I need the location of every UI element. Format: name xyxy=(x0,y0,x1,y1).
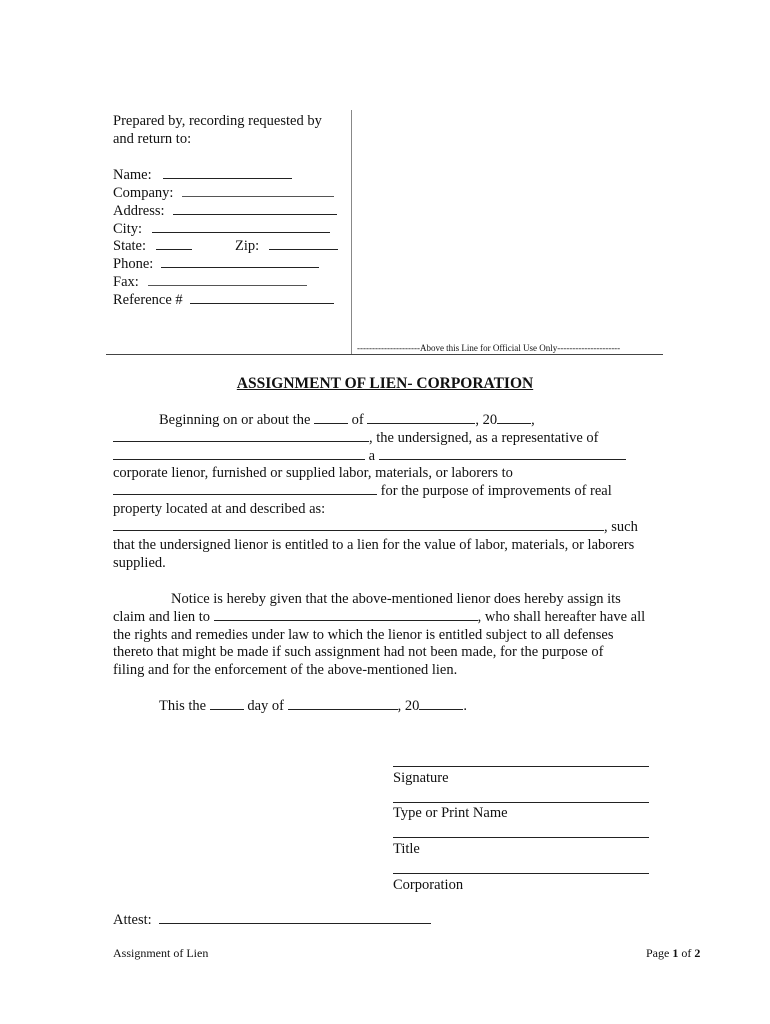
phone-label: Phone: xyxy=(113,256,154,272)
phone-field[interactable] xyxy=(113,256,319,273)
p2-line5: filing and for the enforcement of the above-mentioned lien. xyxy=(113,662,458,678)
fax-line xyxy=(148,284,307,286)
p2-line2 xyxy=(113,609,645,626)
day-blank[interactable] xyxy=(314,422,348,424)
page-of: of xyxy=(678,946,695,960)
print-name-line[interactable] xyxy=(393,802,649,803)
p2-who-text: , who shall hereafter have all xyxy=(477,609,646,625)
execution-date-line xyxy=(159,698,467,715)
execution-day-blank[interactable] xyxy=(210,708,244,710)
p1-year-prefix: , 20 xyxy=(475,412,498,428)
zip-field[interactable] xyxy=(235,238,338,255)
corporation-line[interactable] xyxy=(393,873,649,874)
company-field[interactable] xyxy=(113,185,334,202)
attest-field[interactable] xyxy=(113,912,431,929)
city-line xyxy=(152,231,330,233)
execution-month-blank[interactable] xyxy=(288,708,398,710)
reference-line xyxy=(190,302,334,304)
year-blank[interactable] xyxy=(497,422,531,424)
p1-line1 xyxy=(159,412,535,429)
zip-label: Zip: xyxy=(235,238,260,254)
assignee-blank[interactable] xyxy=(214,619,478,621)
p1-line2 xyxy=(113,430,599,447)
signature-label: Signature xyxy=(393,770,449,786)
p1-of-text: of xyxy=(351,412,364,428)
p1-undersigned-text: , the undersigned, as a representative of xyxy=(369,430,599,446)
execution-year-blank[interactable] xyxy=(419,708,463,710)
return-to-label: and return to: xyxy=(113,131,192,147)
title-line[interactable] xyxy=(393,837,649,838)
city-field[interactable] xyxy=(113,221,330,238)
print-name-label: Type or Print Name xyxy=(393,805,508,821)
header-divider-horizontal xyxy=(106,354,663,355)
address-line xyxy=(173,213,337,215)
fax-label: Fax: xyxy=(113,274,139,290)
p1-line4: corporate lienor, furnished or supplied labor, materials, or laborers to xyxy=(113,465,513,481)
p1-such-text: , such xyxy=(604,519,638,535)
date-this-text: This the xyxy=(159,698,207,714)
p2-line4: thereto that might be made if such assignment had not been made, for the purpose of xyxy=(113,644,604,660)
reference-label: Reference # xyxy=(113,292,183,308)
page-total: 2 xyxy=(694,946,701,960)
city-label: City: xyxy=(113,221,143,237)
date-period: . xyxy=(463,698,468,714)
p1-line8: that the undersigned lienor is entitled to a lien for the value of labor, materials, or laborers xyxy=(113,537,635,553)
p1-line6: property located at and described as: xyxy=(113,501,326,517)
p1-line3 xyxy=(113,448,626,465)
p1-a-text: a xyxy=(368,448,376,464)
page-current: 1 xyxy=(672,946,679,960)
reference-field[interactable] xyxy=(113,292,334,309)
p2-line3: the rights and remedies under law to which the lienor is entitled subject to all defenses xyxy=(113,627,614,643)
address-field[interactable] xyxy=(113,203,337,220)
attest-label: Attest: xyxy=(113,912,152,928)
official-use-note: ---------------------Above this Line for Official Use Only--------------------- xyxy=(357,343,621,353)
document-title: ASSIGNMENT OF LIEN- CORPORATION xyxy=(236,375,534,392)
p1-line5 xyxy=(113,483,612,500)
state-field[interactable] xyxy=(113,238,192,255)
p1-comma: , xyxy=(531,412,535,428)
header-divider-vertical xyxy=(351,110,352,355)
owner-blank[interactable] xyxy=(113,493,377,495)
name-label: Name: xyxy=(113,167,152,183)
company-line xyxy=(182,195,334,197)
p1-line9: supplied. xyxy=(113,555,166,571)
prepared-by-label: Prepared by, recording requested by xyxy=(113,113,322,129)
month-blank[interactable] xyxy=(367,422,475,424)
page-number xyxy=(646,946,700,961)
p2-line1: Notice is hereby given that the above-mentioned lienor does hereby assign its xyxy=(171,591,621,607)
state-label: State: xyxy=(113,238,147,254)
state-line xyxy=(156,248,192,250)
company-label: Company: xyxy=(113,185,174,201)
p2-claim-text: claim and lien to xyxy=(113,609,211,625)
corporation-name-blank[interactable] xyxy=(113,458,365,460)
name-field[interactable] xyxy=(113,167,292,184)
signature-line[interactable] xyxy=(393,766,649,767)
p1-line7 xyxy=(113,519,638,536)
corporation-label: Corporation xyxy=(393,877,464,893)
footer-document-name: Assignment of Lien xyxy=(113,946,209,960)
name-line xyxy=(163,177,292,179)
date-year-prefix: , 20 xyxy=(397,698,420,714)
state-of-corporation-blank[interactable] xyxy=(379,458,626,460)
property-description-blank[interactable] xyxy=(113,529,604,531)
p1-beginning-text: Beginning on or about the xyxy=(159,412,311,428)
address-label: Address: xyxy=(113,203,165,219)
zip-line xyxy=(269,248,338,250)
attest-line xyxy=(159,922,431,924)
p1-purpose-text: for the purpose of improvements of real xyxy=(380,483,612,499)
fax-field[interactable] xyxy=(113,274,307,291)
title-label: Title xyxy=(393,841,420,857)
representative-blank[interactable] xyxy=(113,440,369,442)
date-dayof-text: day of xyxy=(247,698,285,714)
page-prefix: Page xyxy=(646,946,673,960)
phone-line xyxy=(161,266,319,268)
